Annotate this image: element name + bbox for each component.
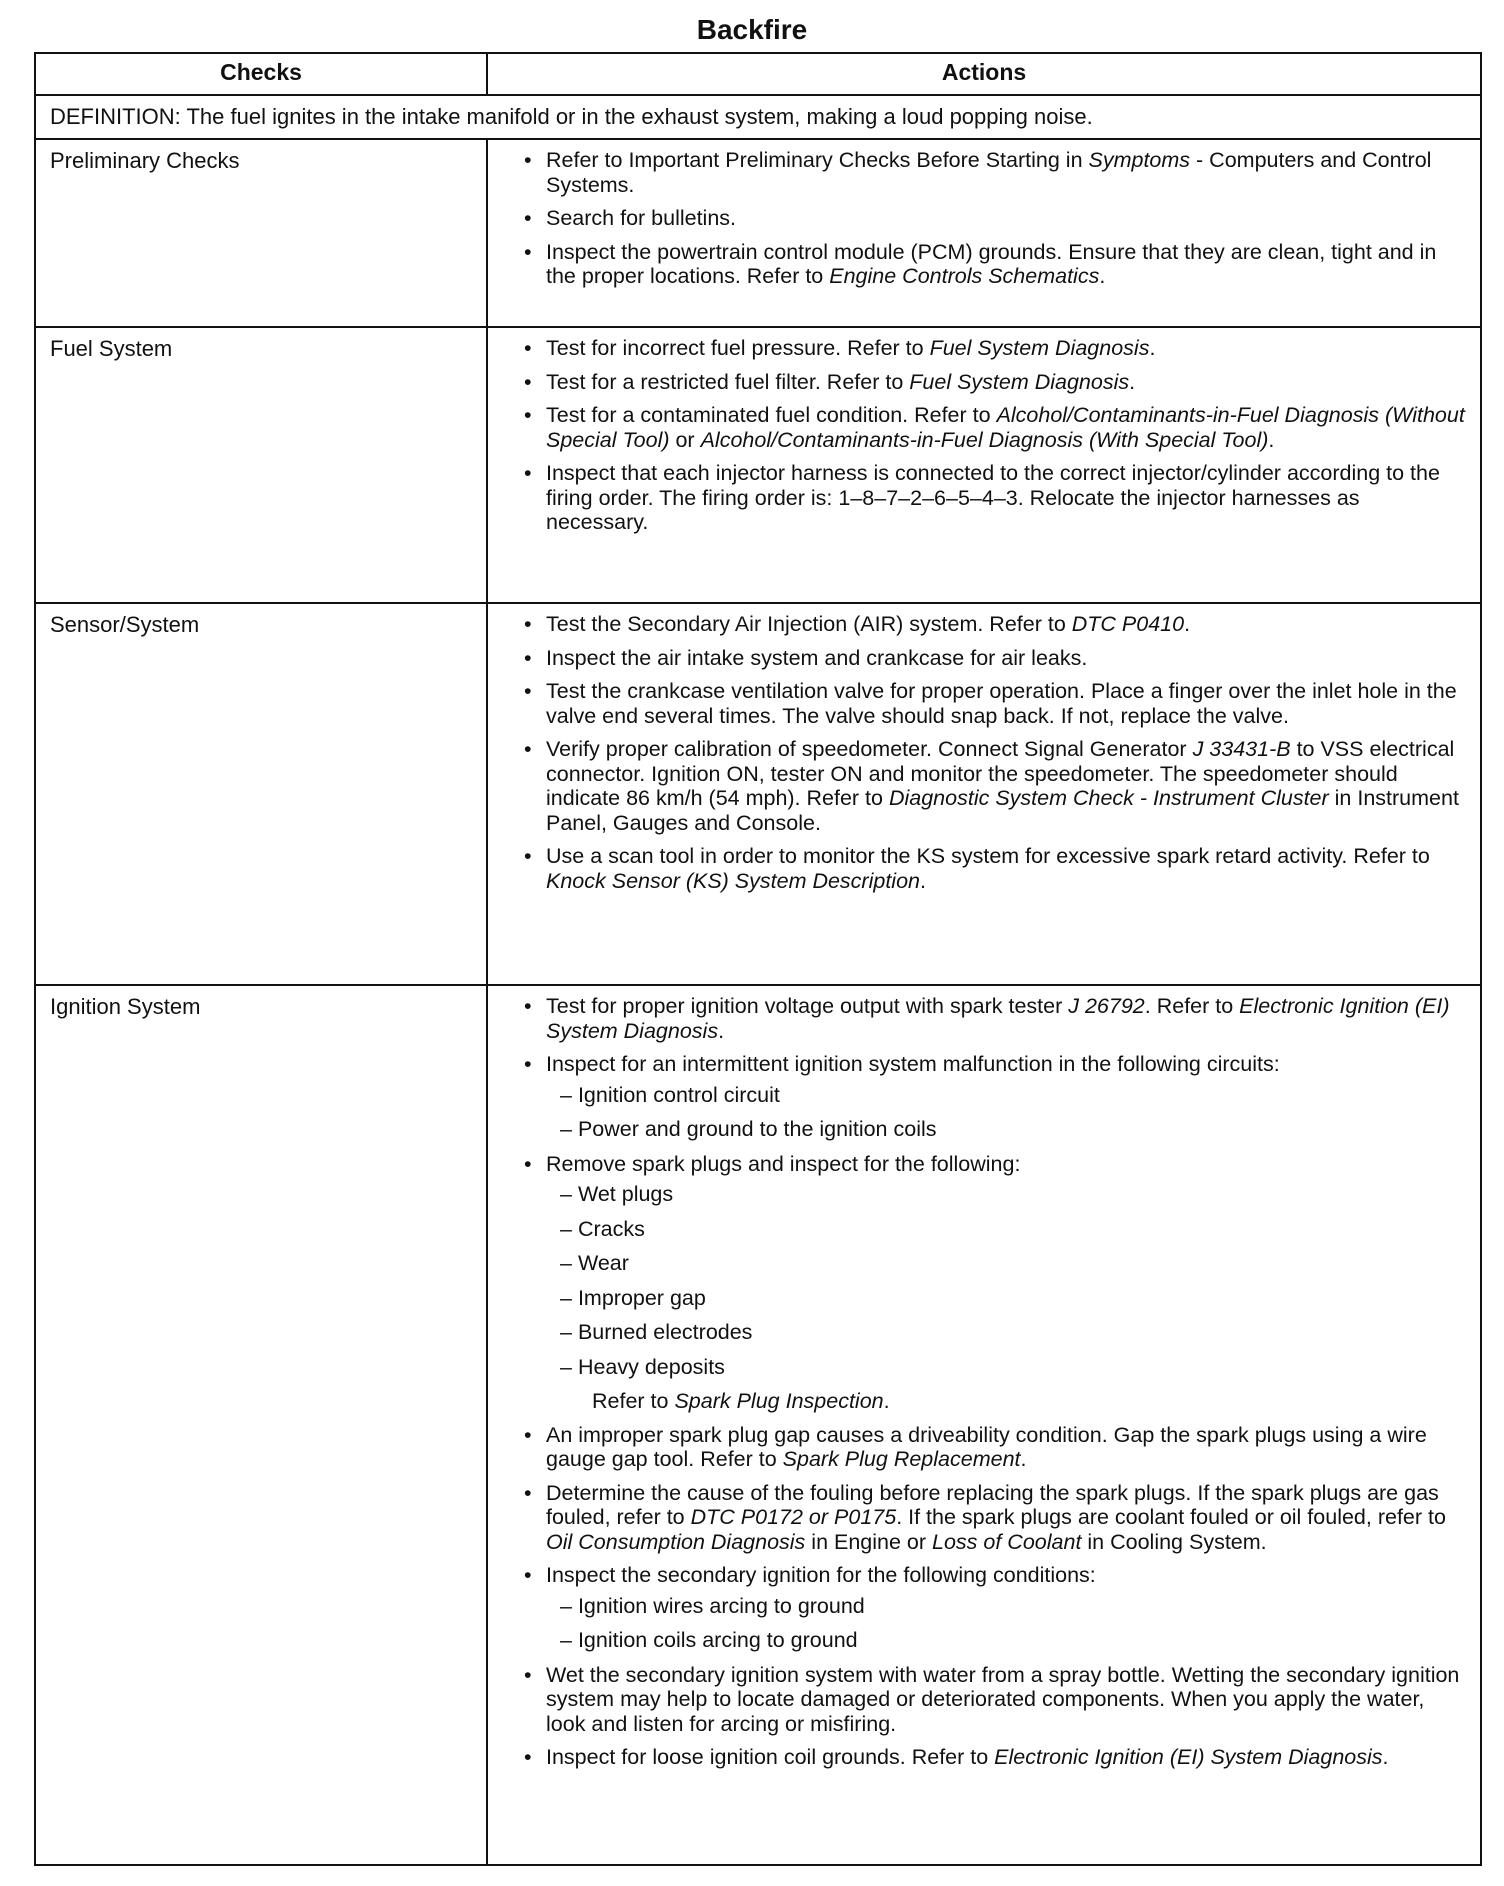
sub-item: – Burned electrodes <box>560 1320 1466 1345</box>
action-item: • Inspect the secondary ignition for the following conditions: – Ignition wires arcing to ground – Ignition coils arcing to ground <box>522 1563 1466 1653</box>
action-item: • Determine the cause of the fouling before replacing the spark plugs. If the spark plugs are gas fouled, refer to DTC P0172 or P0175. If the spark plugs are coolant fouled or oil fouled, refer to Oil Consumption Diagnosis in Engine or Loss of Coolant in Cooling System. <box>522 1481 1466 1555</box>
check-ignition: Ignition System <box>35 985 487 1865</box>
actions-header: Actions <box>487 53 1481 95</box>
check-sensor: Sensor/System <box>35 603 487 985</box>
action-item: • Inspect the powertrain control module (PCM) grounds. Ensure that they are clean, tight and in the proper locations. Refer to Engine Controls Schematics. <box>522 240 1466 289</box>
sub-item: – Heavy deposits <box>560 1355 1466 1380</box>
actions-preliminary <box>487 139 1481 327</box>
action-item: • Inspect for an intermittent ignition system malfunction in the following circuits: – Ignition control circuit – Power and ground to the ignition coils <box>522 1052 1466 1142</box>
actions-ignition <box>487 985 1481 1865</box>
table-row <box>35 603 1481 985</box>
action-item: • Test for a restricted fuel filter. Refer to Fuel System Diagnosis. <box>522 370 1466 395</box>
sub-item: – Ignition wires arcing to ground <box>560 1594 1466 1619</box>
spark-plug-inspection-ref: Refer to Spark Plug Inspection. <box>592 1389 890 1413</box>
actions-sensor <box>487 603 1481 985</box>
action-item: • Test the Secondary Air Injection (AIR) system. Refer to DTC P0410. <box>522 612 1466 637</box>
check-fuel: Fuel System <box>35 327 487 603</box>
sub-item: – Wet plugs <box>560 1182 1466 1207</box>
action-item: • Inspect the air intake system and crankcase for air leaks. <box>522 646 1466 671</box>
action-item: • Remove spark plugs and inspect for the following: – Wet plugs – Cracks – Wear – Improper gap – Burned electrodes – Heavy deposits Refer to Spark Plug Inspection. <box>522 1152 1466 1414</box>
table-row <box>35 985 1481 1865</box>
definition-text: DEFINITION: The fuel ignites in the intake manifold or in the exhaust system, making a loud popping noise. <box>35 95 1481 139</box>
diagnostic-table <box>34 52 1482 1866</box>
action-item: • Inspect that each injector harness is connected to the correct injector/cylinder according to the firing order. The firing order is: 1–8–7–2–6–5–4–3. Relocate the injector harnesses as necessary. <box>522 461 1466 535</box>
actions-fuel <box>487 327 1481 603</box>
sub-item: – Ignition control circuit <box>560 1083 1466 1108</box>
table-row <box>35 327 1481 603</box>
action-item: • Wet the secondary ignition system with water from a spray bottle. Wetting the secondary ignition system may help to locate damaged or deteriorated components. When you apply the water, look and listen for arcing or misfiring. <box>522 1663 1466 1737</box>
action-item: • Use a scan tool in order to monitor the KS system for excessive spark retard activity. Refer to Knock Sensor (KS) System Description. <box>522 844 1466 893</box>
page-title: Backfire <box>696 14 808 45</box>
action-item: • Search for bulletins. <box>522 206 1466 231</box>
action-item: • Refer to Important Preliminary Checks Before Starting in Symptoms - Computers and Control Systems. <box>522 148 1466 197</box>
sub-item: – Power and ground to the ignition coils <box>560 1117 1466 1142</box>
sub-item: – Improper gap <box>560 1286 1466 1311</box>
action-item: • An improper spark plug gap causes a driveability condition. Gap the spark plugs using a wire gauge gap tool. Refer to Spark Plug Replacement. <box>522 1423 1466 1472</box>
action-item: • Verify proper calibration of speedometer. Connect Signal Generator J 33431-B to VSS electrical connector. Ignition ON, tester ON and monitor the speedometer. The speedometer should indicate 86 km/h (54 mph). Refer to Diagnostic System Check - Instrument Cluster in Instrument Panel, Gauges and Console. <box>522 737 1466 835</box>
action-item: • Test for a contaminated fuel condition. Refer to Alcohol/Contaminants-in-Fuel Diagnosis (Without Special Tool) or Alcohol/Contaminants-in-Fuel Diagnosis (With Special Tool). <box>522 403 1466 452</box>
action-item: • Test for incorrect fuel pressure. Refer to Fuel System Diagnosis. <box>522 336 1466 361</box>
sub-item: – Wear <box>560 1251 1466 1276</box>
check-preliminary: Preliminary Checks <box>35 139 487 327</box>
table-header-row <box>35 53 1481 95</box>
sub-item: – Cracks <box>560 1217 1466 1242</box>
checks-header: Checks <box>35 53 487 95</box>
definition-row <box>35 95 1481 139</box>
action-item: • Test the crankcase ventilation valve for proper operation. Place a finger over the inlet hole in the valve end several times. The valve should snap back. If not, replace the valve. <box>522 679 1466 728</box>
sub-item: – Ignition coils arcing to ground <box>560 1628 1466 1653</box>
action-item: • Inspect for loose ignition coil grounds. Refer to Electronic Ignition (EI) System Diagnosis. <box>522 1745 1466 1770</box>
action-item: • Test for proper ignition voltage output with spark tester J 26792. Refer to Electronic Ignition (EI) System Diagnosis. <box>522 994 1466 1043</box>
table-row <box>35 139 1481 327</box>
